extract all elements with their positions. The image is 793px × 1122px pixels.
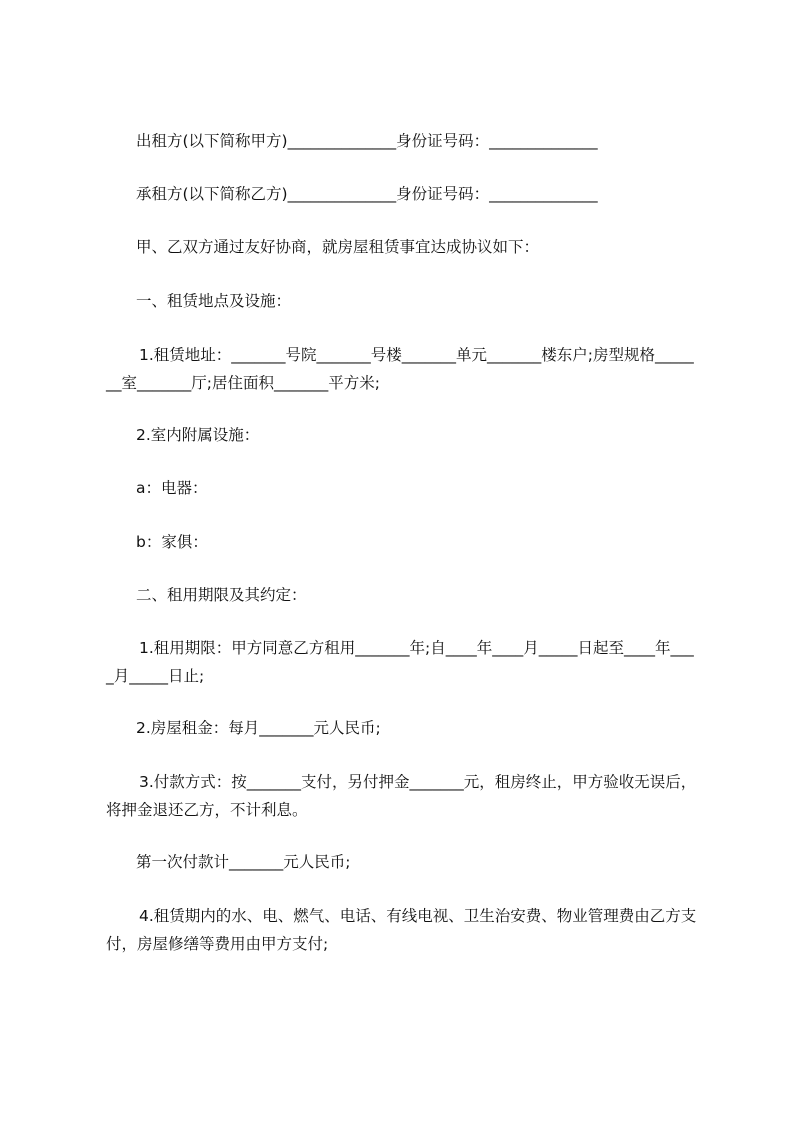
clause-utilities: 4.租赁期内的水、电、燃气、电话、有线电视、卫生治安费、物业管理费由乙方支付，房屋修缮等费用由甲方支付; bbox=[106, 907, 697, 953]
clause-furniture: b：家俱： bbox=[136, 533, 208, 551]
lessee-line: 承租方(以下简称乙方)______________身份证号码：______________ bbox=[136, 185, 598, 203]
clause-first-payment: 第一次付款计_______元人民币; bbox=[136, 853, 351, 871]
clause-facilities: 2.室内附属设施： bbox=[136, 426, 260, 444]
clause-term: 1.租用期限：甲方同意乙方租用_______年;自____年____月_____日起至____年____月_____日止; bbox=[106, 639, 694, 685]
clause-appliances: a：电器： bbox=[136, 479, 208, 497]
section-heading-2: 二、租用期限及其约定： bbox=[136, 586, 307, 604]
clause-address: 1.租赁地址：_______号院_______号楼_______单元_______楼东户;房型规格_______室_______厅;居住面积_______平方米; bbox=[106, 346, 694, 392]
agreement-intro: 甲、乙双方通过友好协商，就房屋租赁事宜达成协议如下： bbox=[136, 238, 540, 256]
clause-payment: 3.付款方式：按_______支付，另付押金_______元，租房终止，甲方验收无误后，将押金退还乙方，不计利息。 bbox=[106, 773, 697, 819]
lessor-line: 出租方(以下简称甲方)______________身份证号码：______________ bbox=[136, 132, 598, 150]
clause-rent: 2.房屋租金：每月_______元人民币; bbox=[136, 719, 381, 737]
section-heading-1: 一、租赁地点及设施： bbox=[136, 292, 292, 310]
